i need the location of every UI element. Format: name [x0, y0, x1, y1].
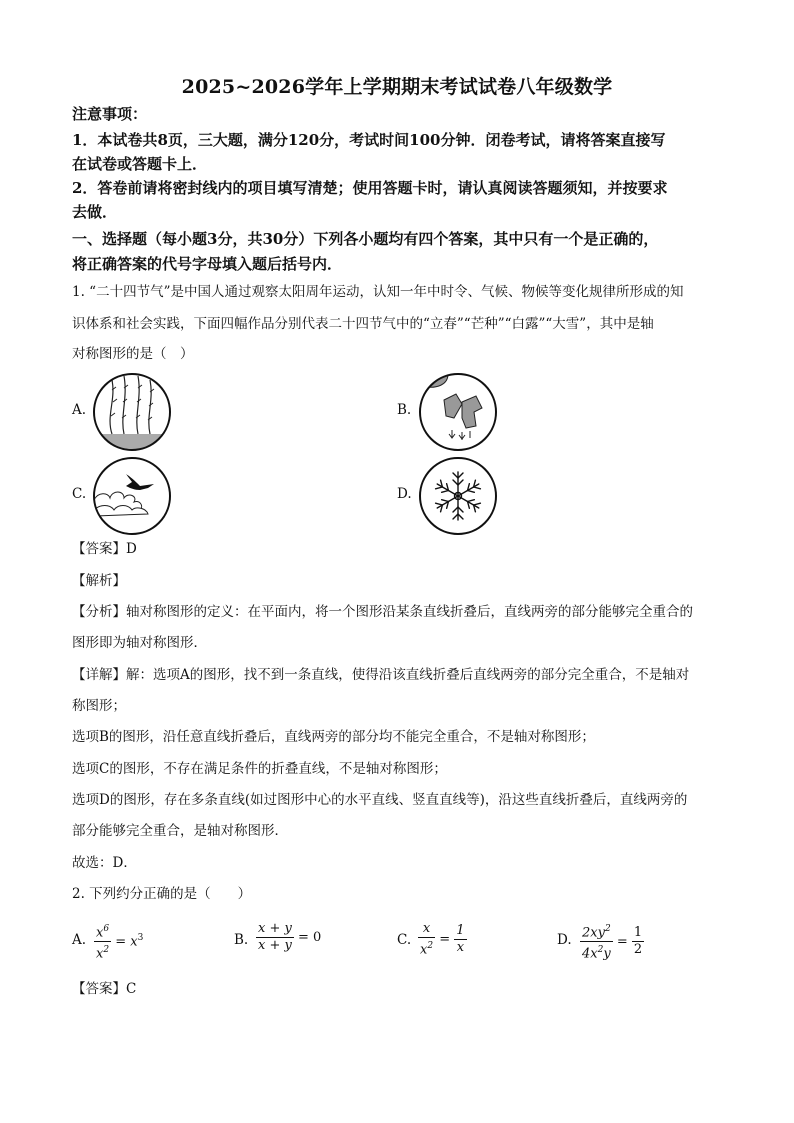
q1-option-c-label: C. — [72, 486, 87, 502]
q1-answer: 【答案】D — [72, 541, 137, 557]
sun-rocks-icon — [418, 372, 498, 452]
notice-heading: 注意事项： — [72, 105, 148, 123]
q1-stem-line1: 1. “二十四节气”是中国人通过观察太阳周年运动，认知一年中时令、气候、物候等变化规律所形成的知 — [72, 284, 684, 300]
q1-detail-line4: 选项C的图形，不存在满足条件的折叠直线，不是轴对称图形； — [72, 761, 447, 777]
q2-option-c-formula: $\frac{x}{x^2}$ = $\frac{1}{x}$ — [420, 921, 465, 958]
q1-stem-line3: 对称图形的是（ ） — [72, 346, 194, 362]
q2-option-c-label: C. — [397, 932, 412, 948]
q1-detail-line1: 【详解】解：选项A的图形，找不到一条直线，使得沿该直线折叠后直线两旁的部分完全重合，不是轴对 — [72, 667, 690, 683]
notice-item1-line1: 1．本试卷共8页，三大题，满分120分，考试时间100分钟．闭卷考试，请将答案直接写 — [72, 131, 666, 149]
q1-fenxi-line1: 【分析】轴对称图形的定义：在平面内，将一个图形沿某条直线折叠后，直线两旁的部分能够完全重合的 — [72, 604, 693, 620]
section1-line2: 将正确答案的代号字母填入题后括号内． — [72, 255, 343, 273]
q2-option-b-label: B. — [234, 932, 249, 948]
q2-option-a-label: A. — [72, 932, 87, 948]
page-title: 2025~2026学年上学期期末考试试卷八年级数学 — [181, 76, 613, 98]
rain-grass-icon — [92, 372, 172, 452]
q2-option-b-formula: $\frac{x + y}{x + y}$ = 0 — [258, 921, 322, 953]
q2-option-a-formula: $\frac{x^6}{x^2}$ = $x^3$ — [94, 921, 143, 963]
q2-option-d-label: D. — [557, 932, 572, 948]
snowflake-icon — [418, 456, 498, 536]
bird-clouds-icon — [92, 456, 172, 536]
section1-line1: 一、选择题（每小题3分，共30分）下列各小题均有四个答案，其中只有一个是正确的， — [72, 230, 659, 248]
q1-option-a-label: A. — [72, 402, 87, 418]
notice-item1-line2: 在试卷或答题卡上． — [72, 155, 208, 173]
q1-fenxi-line2: 图形即为轴对称图形． — [72, 635, 207, 651]
q1-analysis-heading: 【解析】 — [72, 573, 126, 589]
q1-detail-line2: 称图形； — [72, 698, 126, 714]
q1-option-d-label: D. — [397, 486, 412, 502]
q1-choose: 故选：D． — [72, 855, 137, 871]
notice-item2-line1: 2．答卷前请将密封线内的项目填写清楚；使用答题卡时，请认真阅读答题须知，并按要求 — [72, 179, 668, 197]
q2-answer: 【答案】C — [72, 981, 137, 997]
q1-option-b-label: B. — [397, 402, 412, 418]
q1-detail-line5: 选项D的图形，存在多条直线(如过图形中心的水平直线、竖直直线等)，沿这些直线折叠后，直线两旁的 — [72, 792, 688, 808]
q1-detail-line6: 部分能够完全重合，是轴对称图形． — [72, 823, 288, 839]
notice-item2-line2: 去做． — [72, 203, 118, 221]
q1-stem-line2: 识体系和社会实践，下面四幅作品分别代表二十四节气中的“立春”“芒种”“白露”“大雪”，其中是轴 — [72, 316, 654, 332]
q2-stem: 2. 下列约分正确的是（ ） — [72, 886, 252, 902]
q2-option-d-formula: $\frac{2xy^2}{4x^2y}$ = $\frac{1}{2}$ — [580, 921, 644, 963]
q1-detail-line3: 选项B的图形，沿任意直线折叠后，直线两旁的部分均不能完全重合，不是轴对称图形； — [72, 729, 595, 745]
